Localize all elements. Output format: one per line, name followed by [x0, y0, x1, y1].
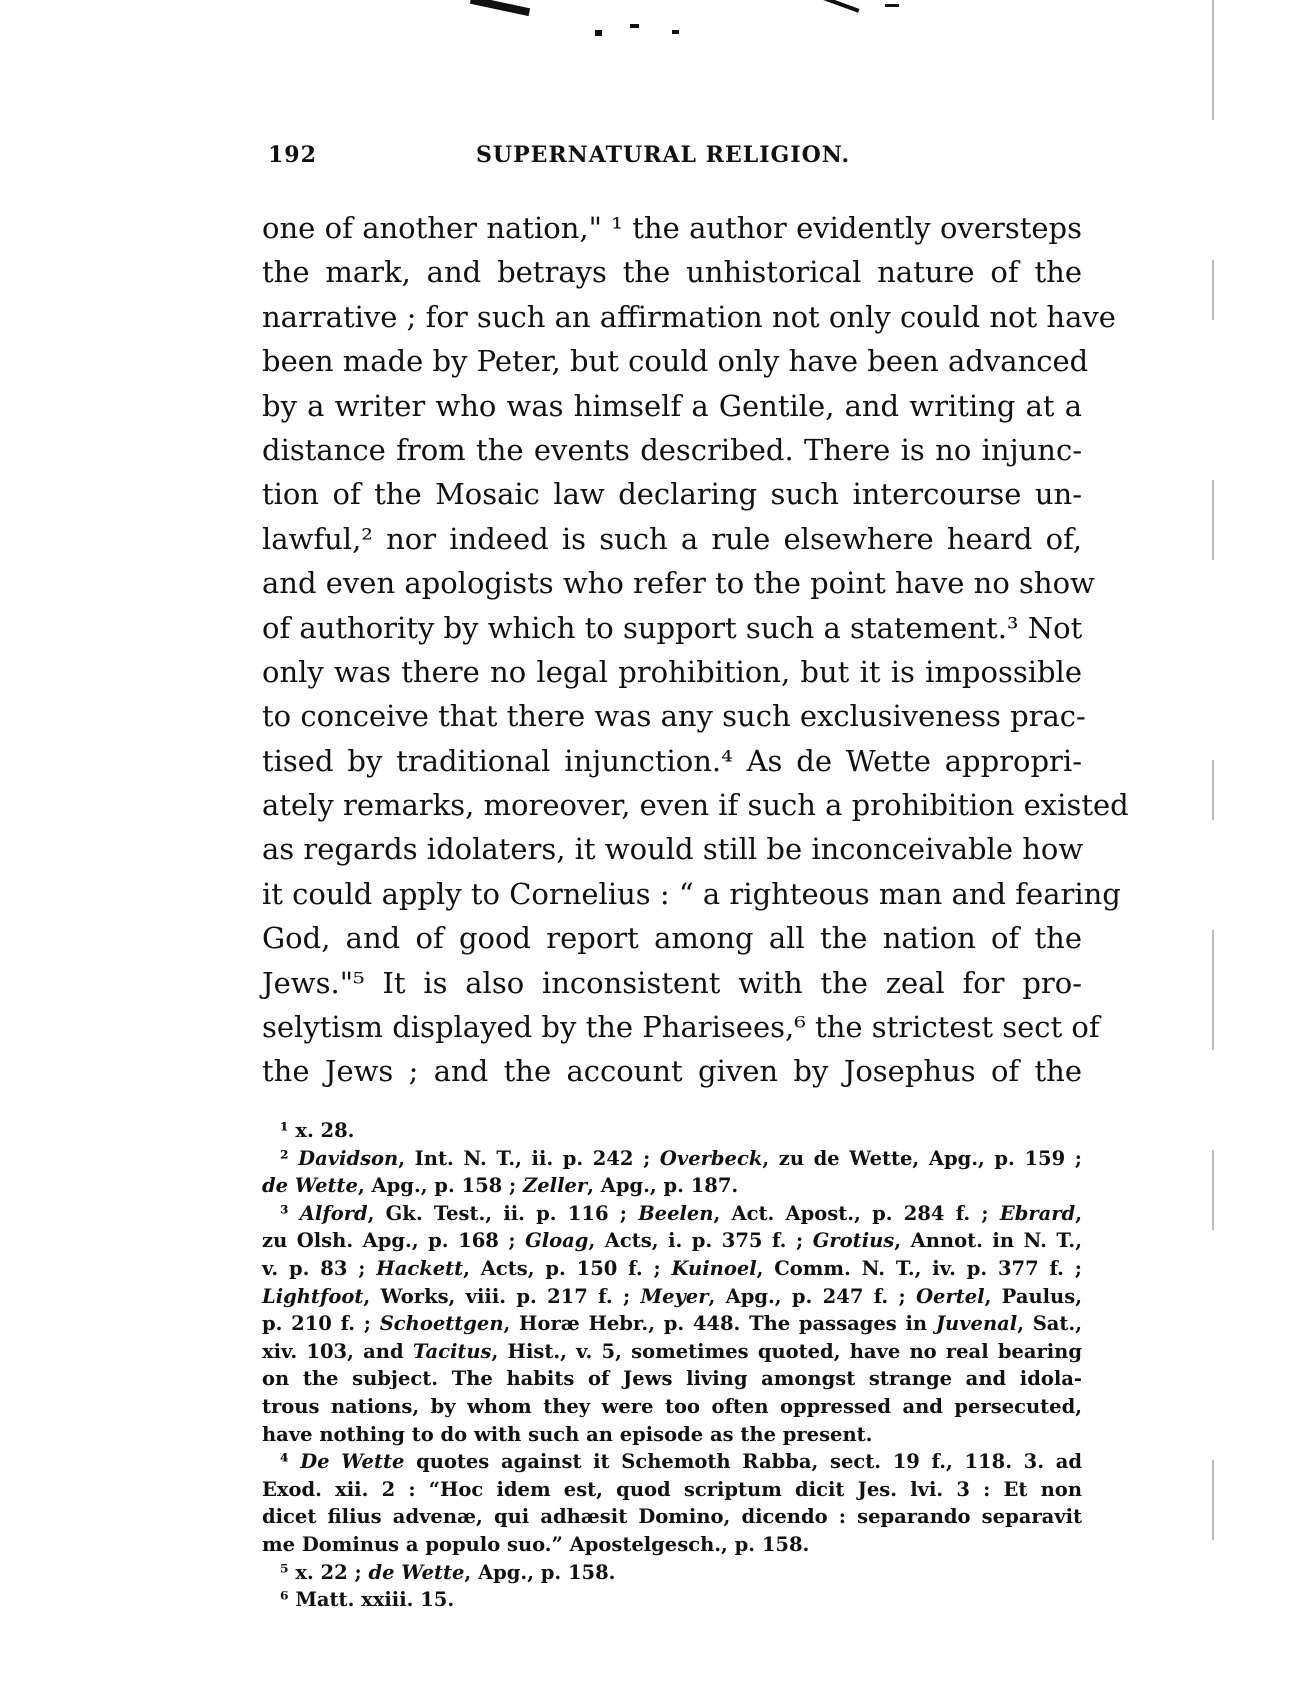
footnote-text: , — [1075, 1201, 1082, 1225]
body-text — [262, 206, 1129, 1094]
body-line: and even apologists who refer to the point have no show — [262, 566, 1095, 601]
footnote-author: Juvenal — [935, 1312, 1018, 1336]
body-line: lawful,² nor indeed is such a rule elsewhere heard of, — [262, 521, 1082, 556]
footnote-line — [262, 1145, 1082, 1173]
footnote-line — [262, 1310, 1082, 1338]
footnote-text: , Acts, i. p. 375 f. ; — [588, 1229, 813, 1253]
body-line: the Jews ; and the account given by Josephus of the — [262, 1054, 1082, 1089]
footnote-author: Beelen — [638, 1201, 714, 1225]
footnote-text: , Sat., — [1017, 1312, 1083, 1336]
footnote-line — [262, 1393, 1082, 1421]
footnote-line — [262, 1283, 1082, 1311]
footnote-text: , Apg., p. 158 ; — [357, 1174, 524, 1198]
footnote-line — [262, 1586, 1082, 1614]
footnote-text: , Apg., p. 187. — [587, 1174, 739, 1198]
footnote-author: Oertel — [916, 1284, 985, 1308]
footnote-text: , Hist., v. 5, sometimes quoted, have no real bearing — [491, 1339, 1082, 1363]
body-line: been made by Peter, but could only have been advanced — [262, 344, 1089, 379]
footnote-author: de Wette — [262, 1174, 358, 1198]
footnote-text: xiv. 103, and — [262, 1339, 413, 1363]
footnote-author: Schoettgen — [379, 1312, 504, 1336]
footnote-line — [262, 1421, 1082, 1449]
body-line: tised by traditional injunction.⁴ As de Wette appropri- — [262, 743, 1082, 778]
footnote-text: , Act. Apost., p. 284 f. ; — [713, 1201, 1000, 1225]
footnote-text: , Int. N. T., ii. p. 242 ; — [398, 1146, 660, 1170]
body-line: only was there no legal prohibition, but it is impossible — [262, 654, 1082, 689]
footnote-text: ³ — [280, 1201, 300, 1225]
footnote-text: quotes against it Schemoth Rabba, sect. 19 f., 118. 3. ad — [404, 1450, 1082, 1474]
footnote-author: De Wette — [300, 1450, 405, 1474]
body-line: of authority by which to support such a statement.³ Not — [262, 610, 1083, 645]
footnote-author: Gloag — [525, 1229, 589, 1253]
footnote-line — [262, 1255, 1082, 1283]
footnote-author: Alford — [299, 1201, 368, 1225]
footnote-text: ⁵ x. 22 ; — [280, 1560, 369, 1584]
running-head — [268, 142, 868, 178]
body-line: Jews."⁵ It is also inconsistent with the zeal for pro- — [262, 965, 1082, 1000]
footnote-line — [262, 1227, 1082, 1255]
footnote-author: Tacitus — [412, 1339, 492, 1363]
body-line: the mark, and betrays the unhistorical nature of the — [262, 255, 1082, 290]
footnote-text: , Comm. N. T., iv. p. 377 f. ; — [756, 1256, 1083, 1280]
footnote-line — [262, 1503, 1082, 1531]
footnote-text: , Horæ Hebr., p. 448. The passages in — [503, 1312, 936, 1336]
footnote-line — [262, 1448, 1082, 1476]
footnote-text: have nothing to do with such an episode as the present. — [262, 1422, 873, 1446]
footnotes — [262, 1117, 1082, 1614]
footnote-author: de Wette — [368, 1560, 465, 1584]
body-line: one of another nation," ¹ the author evidently oversteps — [262, 211, 1082, 245]
footnote-text: , Annot. in N. T., — [894, 1229, 1082, 1253]
body-line: as regards idolaters, it would still be inconceivable how — [262, 832, 1084, 867]
footnote-text: trous nations, by whom they were too often oppressed and persecuted, — [262, 1394, 1082, 1418]
footnote-text: ⁴ — [280, 1450, 301, 1474]
footnote-author: Lightfoot — [262, 1284, 364, 1308]
body-line: God, and of good report among all the nation of the — [262, 921, 1082, 956]
page-number: 192 — [268, 142, 317, 168]
body-line: narrative ; for such an affirmation not only could not have — [262, 299, 1116, 334]
footnote-line — [262, 1338, 1082, 1366]
body-line: ately remarks, moreover, even if such a prohibition existed — [262, 788, 1129, 823]
body-line: tion of the Mosaic law declaring such intercourse un- — [262, 477, 1082, 512]
footnote-text: v. p. 83 ; — [262, 1256, 377, 1280]
footnote-text: Exod. xii. 2 : “Hoc idem est, quod scriptum dicit Jes. lvi. 3 : Et non — [262, 1477, 1082, 1501]
footnote-line — [262, 1531, 1082, 1559]
footnote-text: , Apg., p. 247 f. ; — [708, 1284, 917, 1308]
footnote-line — [262, 1172, 1082, 1200]
footnote-author: Hackett — [376, 1256, 464, 1280]
body-line: selytism displayed by the Pharisees,⁶ the strictest sect of — [262, 1010, 1100, 1045]
footnote-text: ⁶ Matt. xxiii. 15. — [280, 1588, 455, 1612]
footnote-text: me Dominus a populo suo.” Apostelgesch., p. 158. — [262, 1532, 810, 1556]
footnote-author: Overbeck — [659, 1146, 763, 1170]
footnote-line — [262, 1200, 1082, 1228]
footnote-text: on the subject. The habits of Jews living amongst strange and idola- — [262, 1367, 1082, 1391]
footnote-author: Meyer — [640, 1284, 709, 1308]
footnote-author: Zeller — [523, 1174, 588, 1198]
footnote-text: ¹ x. 28. — [280, 1119, 355, 1142]
footnote-text: ² — [280, 1146, 299, 1170]
footnote-text: , Acts, p. 150 f. ; — [463, 1256, 672, 1280]
footnote-text: , Works, viii. p. 217 f. ; — [363, 1284, 641, 1308]
footnote-text: zu Olsh. Apg., p. 168 ; — [262, 1229, 526, 1253]
body-line: it could apply to Cornelius : “ a righteous man and fearing — [262, 876, 1121, 911]
body-line: by a writer who was himself a Gentile, and writing at a — [262, 388, 1082, 423]
footnote-line — [262, 1559, 1082, 1587]
footnote-text: , Paulus, — [984, 1284, 1082, 1308]
footnote-author: Kuinoel — [671, 1256, 757, 1280]
body-line: to conceive that there was any such exclusiveness prac- — [262, 699, 1086, 734]
footnote-text: , Gk. Test., ii. p. 116 ; — [367, 1201, 639, 1225]
footnote-text: , Apg., p. 158. — [464, 1560, 616, 1584]
footnote-line — [262, 1117, 1082, 1145]
footnote-text: dicet filius advenæ, qui adhæsit Domino, dicendo : separando separavit — [262, 1505, 1082, 1529]
footnote-text: p. 210 f. ; — [262, 1312, 380, 1336]
footnote-author: Davidson — [298, 1146, 399, 1170]
footnote-line — [262, 1476, 1082, 1504]
running-title: SUPERNATURAL RELIGION. — [476, 142, 851, 168]
body-line: distance from the events described. There is no injunc- — [262, 432, 1082, 467]
footnote-line — [262, 1365, 1082, 1393]
footnote-author: Grotius — [812, 1229, 895, 1253]
footnote-text: , zu de Wette, Apg., p. 159 ; — [762, 1146, 1082, 1170]
footnote-author: Ebrard — [999, 1201, 1076, 1225]
